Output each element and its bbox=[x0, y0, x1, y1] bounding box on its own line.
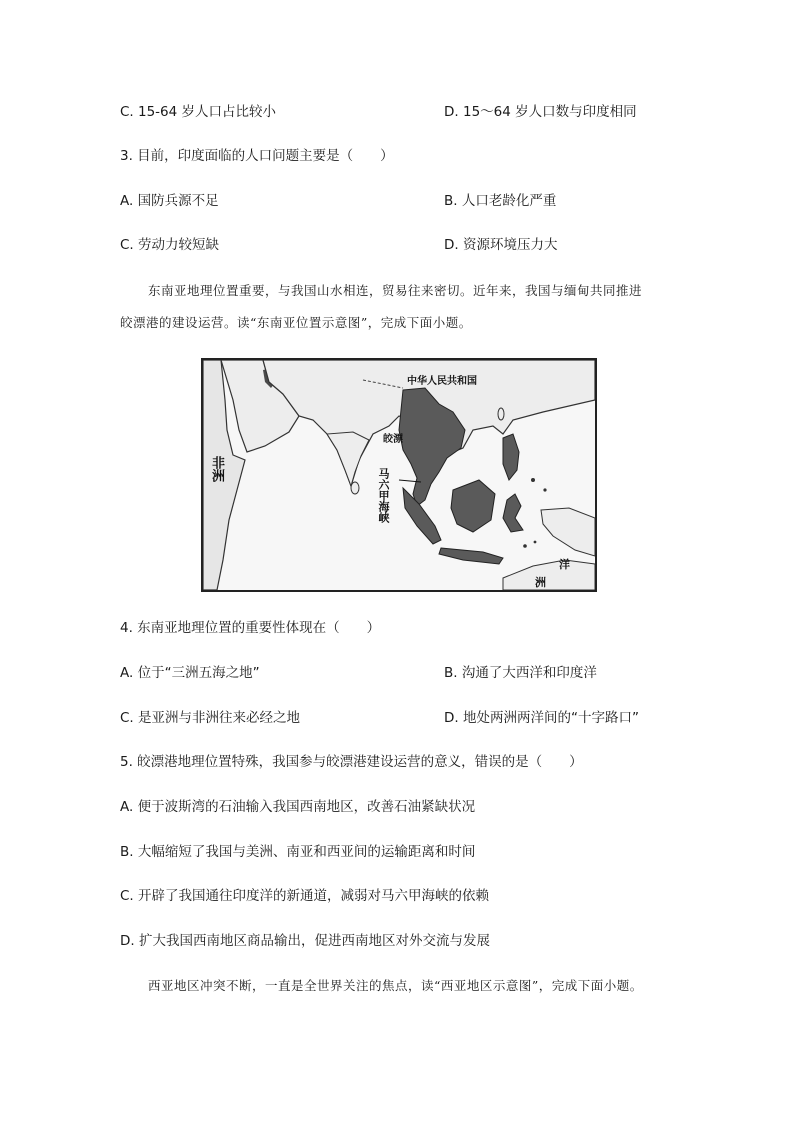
q5-option-a: A. 便于波斯湾的石油输入我国西南地区，改善石油紧缺状况 bbox=[120, 799, 476, 815]
map-label-ocean-fragment: 洋 bbox=[559, 558, 570, 571]
map-label-china: 中华人民共和国 bbox=[407, 376, 477, 387]
q4-option-a: A. 位于“三洲五海之地” bbox=[120, 665, 260, 681]
map-label-africa: 非洲 bbox=[209, 456, 224, 482]
q2-option-d: D. 15～64 岁人口数与印度相同 bbox=[444, 104, 637, 120]
passage2-line1: 西亚地区冲突不断，一直是全世界关注的焦点，读“西亚地区示意图”，完成下面小题。 bbox=[148, 978, 643, 993]
q3-option-b: B. 人口老龄化严重 bbox=[444, 193, 557, 209]
southeast-asia-map bbox=[201, 358, 597, 592]
map-label-australia-fragment: 洲 bbox=[535, 576, 546, 589]
map-drawing bbox=[203, 360, 595, 590]
q4-option-b: B. 沟通了大西洋和印度洋 bbox=[444, 665, 597, 681]
q5-stem: 5. 皎漂港地理位置特殊，我国参与皎漂港建设运营的意义，错误的是（ ） bbox=[120, 754, 583, 770]
passage1-line2: 皎漂港的建设运营。读“东南亚位置示意图”，完成下面小题。 bbox=[120, 315, 472, 330]
q3-stem: 3. 目前，印度面临的人口问题主要是（ ） bbox=[120, 148, 394, 164]
map-label-malacca-strait: 马六甲海峡 bbox=[377, 468, 390, 523]
q2-option-c: C. 15-64 岁人口占比较小 bbox=[120, 104, 277, 120]
q3-option-a: A. 国防兵源不足 bbox=[120, 193, 219, 209]
map-label-kyaukpyu: 皎漂 bbox=[383, 434, 403, 445]
q3-option-c: C. 劳动力较短缺 bbox=[120, 237, 220, 253]
q5-option-c: C. 开辟了我国通往印度洋的新通道，减弱对马六甲海峡的依赖 bbox=[120, 888, 490, 904]
q4-option-c: C. 是亚洲与非洲往来必经之地 bbox=[120, 710, 301, 726]
q5-option-b: B. 大幅缩短了我国与美洲、南亚和西亚间的运输距离和时间 bbox=[120, 844, 476, 860]
q5-option-d: D. 扩大我国西南地区商品输出，促进西南地区对外交流与发展 bbox=[120, 933, 490, 949]
passage1-line1: 东南亚地理位置重要，与我国山水相连，贸易往来密切。近年来，我国与缅甸共同推进 bbox=[148, 283, 643, 298]
q4-option-d: D. 地处两洲两洋间的“十字路口” bbox=[444, 710, 639, 726]
q4-stem: 4. 东南亚地理位置的重要性体现在（ ） bbox=[120, 620, 381, 636]
q3-option-d: D. 资源环境压力大 bbox=[444, 237, 558, 253]
